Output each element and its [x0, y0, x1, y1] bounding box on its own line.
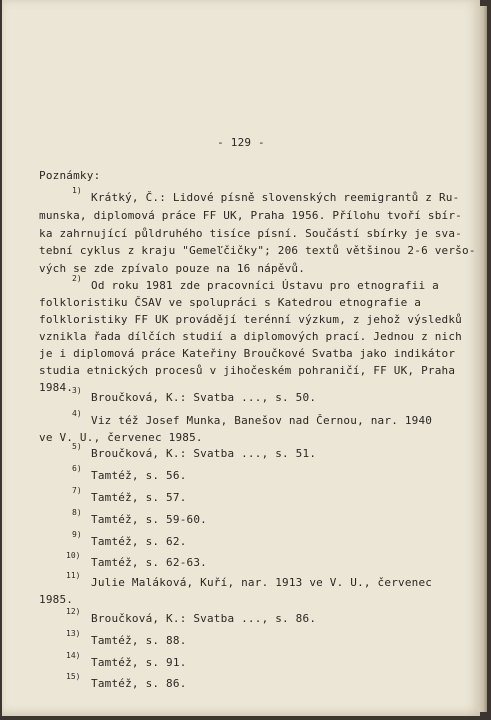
note-number: 2)	[72, 274, 82, 283]
note-line: Tamtéž, s. 86.	[91, 677, 187, 690]
note-line: Tamtéž, s. 62.	[91, 535, 187, 548]
page-number: - 129 -	[217, 136, 265, 149]
note-line: Tamtéž, s. 57.	[91, 491, 187, 504]
note-line: 1984.	[39, 381, 74, 394]
note-line: Broučková, K.: Svatba ..., s. 50.	[91, 391, 317, 404]
note-line: ka zahrnující půldruhého tisíce písní. Součástí sbírky je sva-	[39, 227, 462, 240]
note-number: 5)	[72, 442, 82, 451]
note-line: Tamtéž, s. 59-60.	[91, 513, 207, 526]
note-number: 9)	[72, 530, 82, 539]
note-number: 13)	[66, 629, 81, 638]
note-line: Od roku 1981 zde pracovníci Ústavu pro etnografii a	[91, 279, 439, 292]
note-number: 12)	[66, 607, 81, 616]
note-number: 1)	[72, 186, 82, 195]
note-number: 6)	[72, 464, 82, 473]
note-line: Broučková, K.: Svatba ..., s. 51.	[91, 447, 317, 460]
note-line: Tamtéž, s. 62-63.	[91, 556, 207, 569]
note-line: tební cyklus z kraju "Gemeľčičky"; 206 textů většinou 2-6 veršo-	[39, 244, 476, 257]
note-line: studia etnických procesů v jihočeském pohraničí, FF UK, Praha	[39, 364, 456, 377]
note-number: 10)	[66, 551, 81, 560]
note-line: je i diplomová práce Kateřiny Broučkové Svatba jako indikátor	[39, 347, 456, 360]
note-number: 8)	[72, 508, 82, 517]
note-line: 1985.	[39, 593, 74, 606]
note-line: Tamtéž, s. 56.	[91, 469, 187, 482]
note-line: Tamtéž, s. 88.	[91, 634, 187, 647]
note-line: Viz též Josef Munka, Banešov nad Černou, nar. 1940	[91, 414, 433, 427]
note-number: 15)	[66, 672, 81, 681]
note-line: Tamtéž, s. 91.	[91, 656, 187, 669]
note-number: 4)	[72, 409, 82, 418]
note-line: vznikla řada dílčích studií a diplomových prací. Jednou z nich	[39, 330, 462, 343]
note-number: 14)	[66, 651, 81, 660]
note-number: 3)	[72, 386, 82, 395]
note-line: Julie Maláková, Kuří, nar. 1913 ve V. U., červenec	[91, 576, 433, 589]
page-edge	[478, 6, 487, 712]
notes-heading: Poznámky:	[39, 169, 101, 182]
note-line: Krátký, Č.: Lidové písně slovenských reemigrantů z Ru-	[91, 191, 460, 204]
note-line: ve V. U., červenec 1985.	[39, 431, 203, 444]
note-line: Broučková, K.: Svatba ..., s. 86.	[91, 612, 317, 625]
note-line: folkloristiky FF UK provádějí terénní výzkum, z jehož výsledků	[39, 313, 462, 326]
note-number: 7)	[72, 486, 82, 495]
note-number: 11)	[66, 571, 81, 580]
note-line: munska, diplomová práce FF UK, Praha 1956. Přílohu tvoří sbír-	[39, 209, 462, 222]
note-line: folkloristiku ČSAV ve spolupráci s Katedrou etnografie a	[39, 296, 422, 309]
typewritten-page	[2, 0, 480, 716]
note-line: vých se zde zpívalo pouze na 16 nápěvů.	[39, 262, 306, 275]
